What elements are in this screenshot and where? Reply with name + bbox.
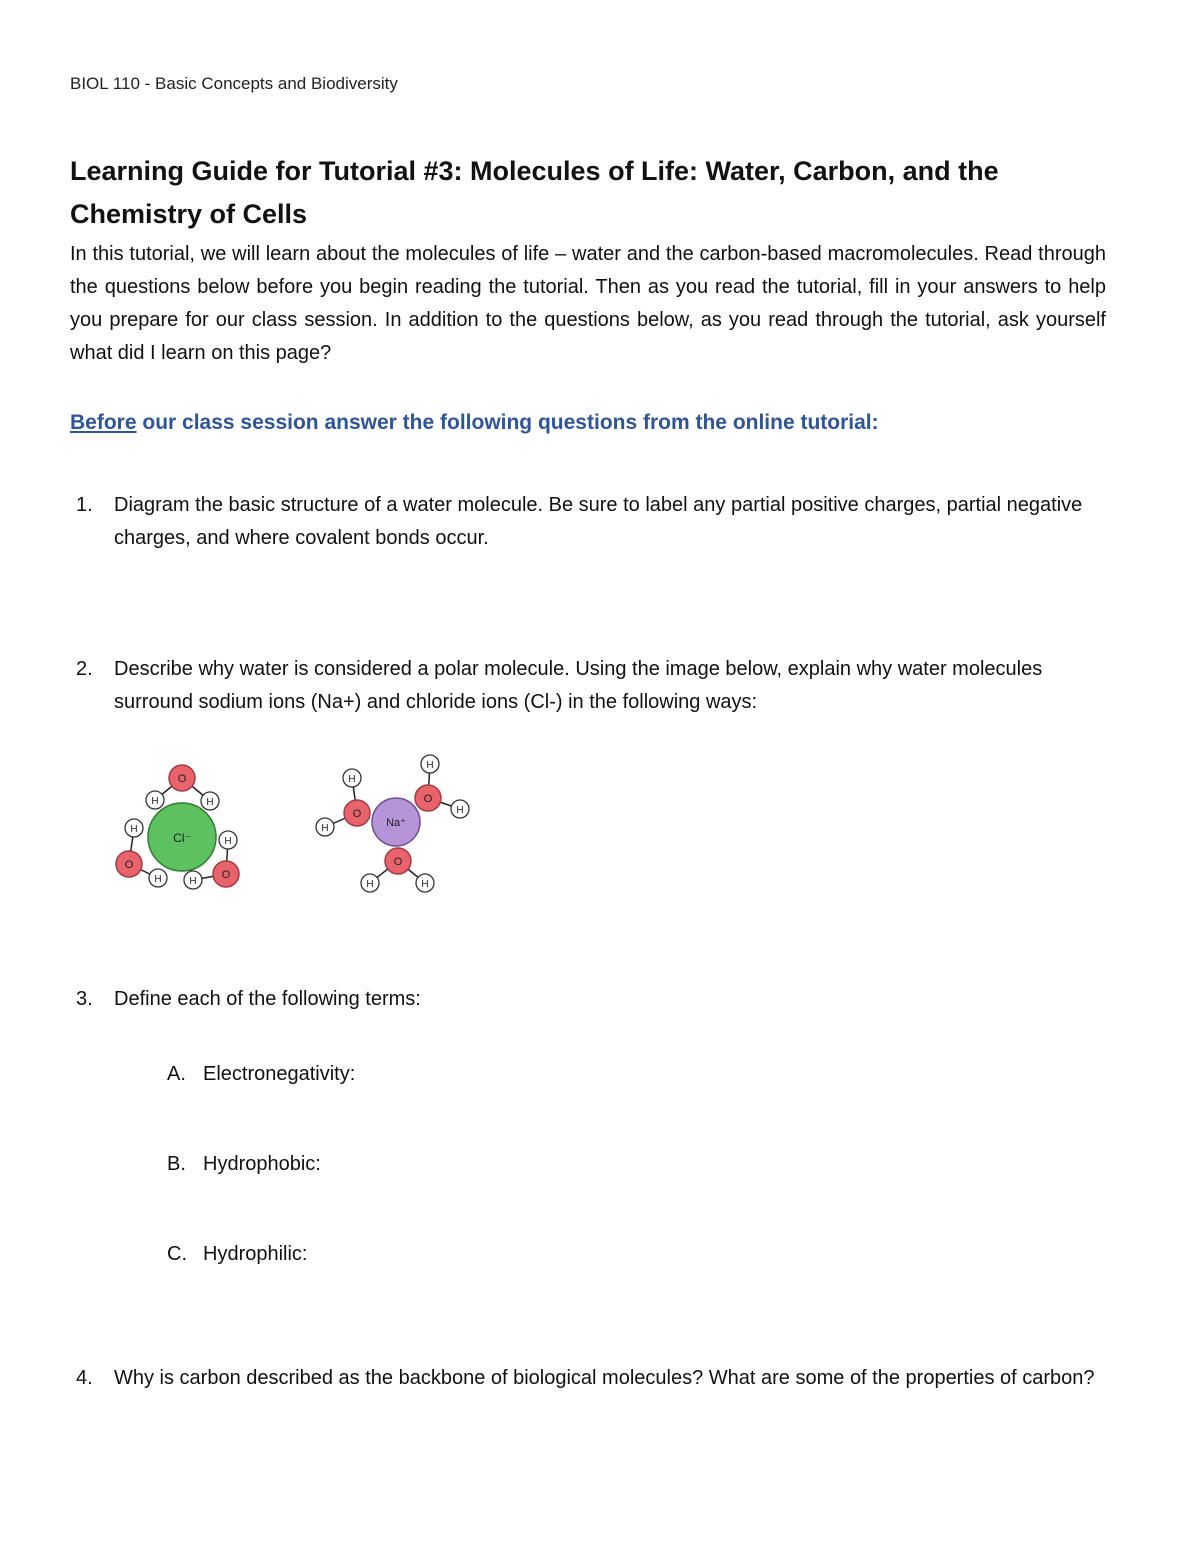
question-number: 1. [76,494,93,516]
oxygen-label: O [124,859,134,871]
hydrogen-label: H [224,836,232,847]
hydrogen-label: H [348,774,356,785]
hydrogen-label: H [154,874,162,885]
oxygen-label: O [221,869,231,881]
hydrogen-label: H [456,805,464,816]
chloride-label: Cl⁻ [173,831,191,845]
question-text: Define each of the following terms: [114,988,421,1010]
sodium-label: Na⁺ [386,817,406,829]
hydrogen-label: H [321,823,329,834]
hydrogen-label: H [421,879,429,890]
page-title [70,150,1110,236]
term-text: Hydrophobic: [203,1153,321,1175]
instruction-underlined: Before [70,411,137,434]
hydrogen-label: H [366,879,374,890]
question-text: Describe why water is considered a polar molecule. Using the image below, explain why water molecules surround sodium ions (Na+) and chloride ions (Cl-) in the following ways: [114,658,1043,713]
term-letter: A. [167,1063,186,1085]
instruction-heading [70,411,879,435]
question-number: 2. [76,658,93,680]
title-line-1: Learning Guide for Tutorial #3: Molecules of Life: Water, Carbon, and the [70,156,999,186]
intro-paragraph: In this tutorial, we will learn about the molecules of life – water and the carbon-based macromolecules. Read through the questions below before you begin reading the tutorial. Then as you read the tutorial, fill in your answers to help you prepare for our class session. In addition to the questions below, as you read through the tutorial, ask yourself what did I learn on this page? [70,243,1106,364]
course-header: BIOL 110 - Basic Concepts and Biodiversity [70,74,398,93]
term-text: Hydrophilic: [203,1243,308,1265]
term-letter: C. [167,1243,187,1265]
hydrogen-label: H [426,760,434,771]
oxygen-label: O [177,773,187,785]
term-text: Electronegativity: [203,1063,356,1085]
hydrogen-label: H [206,797,214,808]
hydrogen-label: H [130,824,138,835]
question-text: Diagram the basic structure of a water molecule. Be sure to label any partial positive charges, partial negative charges, and where covalent bonds occur. [114,494,1083,549]
question-text: Why is carbon described as the backbone of biological molecules? What are some of the properties of carbon? [114,1367,1095,1389]
question-number: 3. [76,988,93,1010]
question-number: 4. [76,1367,93,1389]
oxygen-label: O [393,856,403,868]
oxygen-label: O [352,808,362,820]
title-line-2: Chemistry of Cells [70,199,308,229]
ion-hydration-figure [100,750,490,900]
hydrogen-label: H [151,796,159,807]
hydrogen-label: H [189,876,197,887]
instruction-rest: our class session answer the following questions from the online tutorial: [136,411,879,434]
term-letter: B. [167,1153,186,1175]
oxygen-label: O [423,793,433,805]
